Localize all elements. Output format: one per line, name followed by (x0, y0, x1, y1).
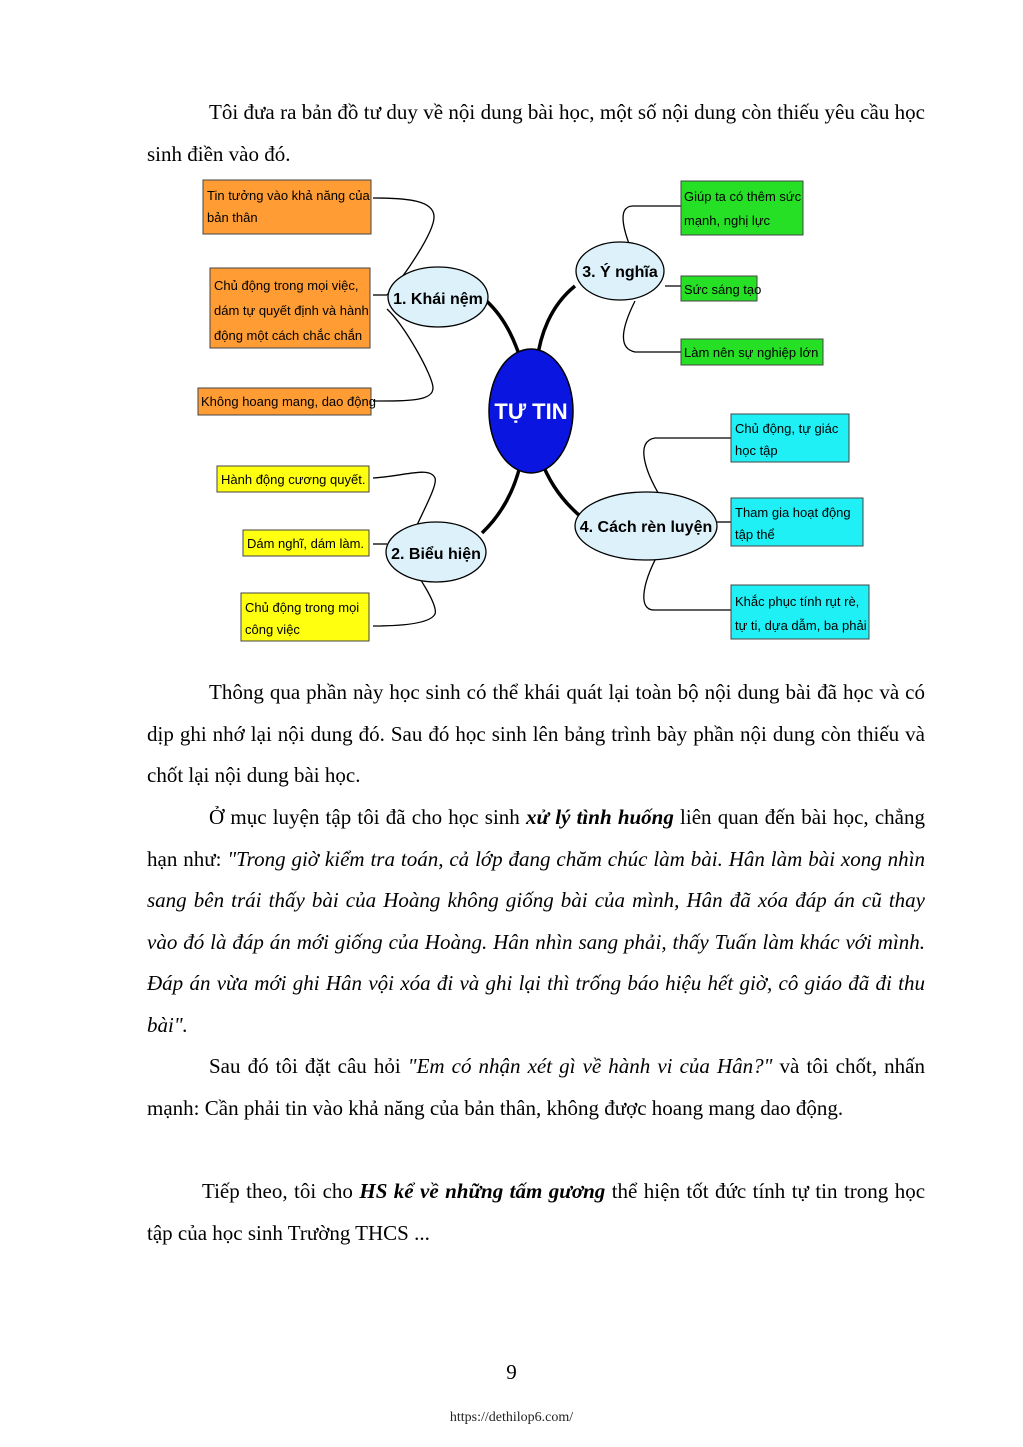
branch-title: 2. Biểu hiện (391, 546, 481, 563)
leaf-bieu-hien-1 (217, 466, 369, 492)
branch-khai-niem (388, 267, 488, 327)
leaf-line: Hành động cương quyết. (221, 472, 366, 487)
leaf-line: Khắc phục tính rụt rè, (735, 594, 860, 609)
leaf-line: Tin tưởng vào khả năng của (207, 188, 370, 203)
mind-map (195, 176, 875, 646)
paragraph-3 (147, 1046, 925, 1129)
leaf-line: động một cách chắc chắn (214, 328, 363, 343)
leaf-y-nghia-1 (681, 181, 803, 235)
leaf-ren-luyen-1 (731, 414, 849, 462)
leaf-line: dám tự quyết định và hành (214, 303, 369, 318)
branch-title: 1. Khái nệm (393, 291, 483, 308)
p2-text-c: liên quan đến bài học, chẳng hạn như: (147, 805, 925, 871)
leaf-line: mạnh, nghị lực (684, 213, 771, 228)
leaf-line: học tập (735, 443, 778, 458)
leaf-khai-niem-1 (203, 180, 371, 234)
branch-ren-luyen (575, 492, 717, 560)
paragraph-1-text: Thông qua phần này học sinh có thể khái quát lại toàn bộ nội dung bài đã học và có dịp ghi nhớ lại nội dung đó. Sau đó học sinh lên bảng trình bày phần nội dung còn thiếu và chốt lại nội dung bài học. (147, 680, 925, 787)
leaf-line: Làm nên sự nghiệp lớn (684, 345, 819, 360)
p4-emphasis: HS kể về những tấm gương (359, 1179, 606, 1203)
leaf-line: Chủ động trong mọi việc, (214, 278, 359, 293)
leaf-line: Chủ động trong mọi (245, 600, 360, 615)
leaf-ren-luyen-2 (731, 498, 863, 546)
leaf-y-nghia-3 (681, 339, 823, 365)
leaf-ren-luyen-3 (731, 585, 869, 639)
p3-text-c: và tôi chốt, nhấn mạnh: Cần phải tin vào khả năng của bản thân, không được hoang mang dao động. (147, 1054, 925, 1120)
leaf-line: Tham gia hoạt động (735, 505, 851, 520)
leaf-line: tự ti, dựa dẫm, ba phải (735, 618, 867, 633)
leaf-khai-niem-2 (210, 268, 370, 348)
p2-emphasis: xử lý tình huống (525, 805, 674, 829)
branch-y-nghia (576, 242, 664, 300)
p3-text-a: Sau đó tôi đặt câu hỏi (209, 1054, 408, 1078)
leaf-y-nghia-2 (681, 276, 761, 301)
leaf-bieu-hien-2 (243, 530, 369, 556)
branch-title: 3. Ý nghĩa (582, 264, 658, 281)
leaf-line: Giúp ta có thêm sức (684, 189, 802, 204)
leaf-line: tập thể (735, 527, 775, 542)
leaf-line: công việc (245, 622, 300, 637)
intro-text: Tôi đưa ra bản đồ tư duy về nội dung bài học, một số nội dung còn thiếu yêu cầu học sinh điền vào đó. (147, 100, 925, 166)
branch-title: 4. Cách rèn luyện (579, 519, 713, 536)
center-node (489, 349, 573, 473)
leaf-line: Chủ động, tự giác (735, 421, 839, 436)
leaf-line: Không hoang mang, dao động (201, 394, 376, 409)
p4-text-a: Tiếp theo, tôi cho (202, 1179, 360, 1203)
leaf-line: bản thân (207, 210, 258, 225)
intro-paragraph (147, 92, 925, 175)
p4-text-c: thể hiện tốt đức tính tự tin trong học tập của học sinh Trường THCS ... (147, 1179, 926, 1245)
leaf-bieu-hien-3 (241, 593, 369, 641)
footer-url[interactable]: https://dethilop6.com/ (449, 1410, 574, 1425)
p2-text-a: Ở mục luyện tập tôi đã cho học sinh (209, 805, 526, 829)
p3-question: "Em có nhận xét gì về hành vi của Hân?" (407, 1054, 773, 1078)
leaf-line: Sức sáng tạo (684, 282, 762, 297)
leaf-khai-niem-3 (198, 388, 376, 415)
center-label: TỰ TIN (494, 399, 568, 424)
p2-quote: "Trong giờ kiểm tra toán, cả lớp đang chăm chúc làm bài. Hân làm bài xong nhìn sang bên trái thấy bài của Hoàng không giống bài của mình, Hân đã xóa đáp án cũ thay vào đó là đáp án mới giống của Hoàng. Hân nhìn sang phải, thấy Tuấn làm khác với mình. Đáp án vừa mới ghi Hân vội xóa đi và ghi lại thì trống báo hiệu hết giờ, cô giáo đã đi thu bài". (147, 846, 925, 1037)
paragraph-1 (147, 672, 925, 797)
branch-bieu-hien (386, 522, 486, 582)
paragraph-4 (147, 1171, 925, 1254)
paragraph-2 (147, 797, 925, 1046)
leaf-line: Dám nghĩ, dám làm. (247, 536, 365, 551)
page-number: 9 (506, 1360, 517, 1384)
